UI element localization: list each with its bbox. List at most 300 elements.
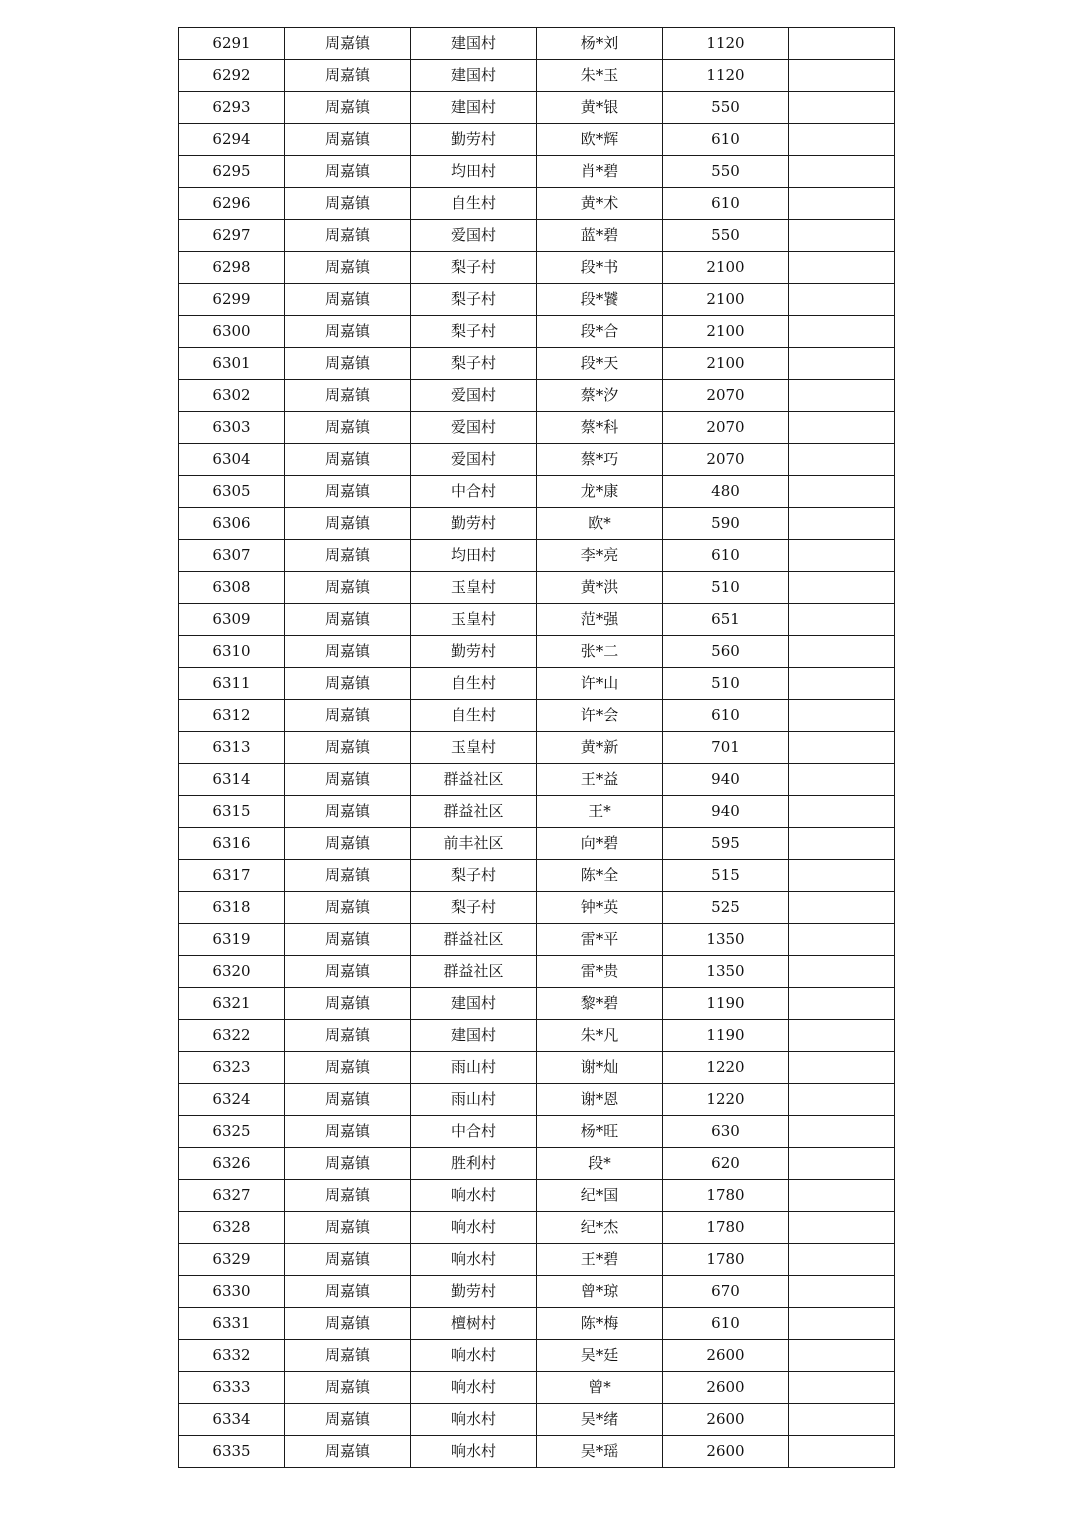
- cell-amount: 701: [663, 732, 789, 764]
- cell-town: 周嘉镇: [285, 1436, 411, 1468]
- table-row: [179, 1340, 895, 1372]
- table-row: [179, 1276, 895, 1308]
- cell-note: [789, 1052, 895, 1084]
- cell-name: 蔡*科: [537, 412, 663, 444]
- cell-serial-number: 6297: [179, 220, 285, 252]
- cell-name: 龙*康: [537, 476, 663, 508]
- cell-serial-number: 6308: [179, 572, 285, 604]
- cell-name: 杨*刘: [537, 28, 663, 60]
- table-row: [179, 988, 895, 1020]
- cell-note: [789, 156, 895, 188]
- cell-amount: 2100: [663, 252, 789, 284]
- table-row: [179, 188, 895, 220]
- cell-serial-number: 6305: [179, 476, 285, 508]
- cell-village: 爱国村: [411, 220, 537, 252]
- cell-amount: 550: [663, 92, 789, 124]
- cell-note: [789, 1212, 895, 1244]
- cell-name: 段*: [537, 1148, 663, 1180]
- cell-serial-number: 6292: [179, 60, 285, 92]
- cell-name: 朱*凡: [537, 1020, 663, 1052]
- cell-note: [789, 1276, 895, 1308]
- cell-amount: 2600: [663, 1436, 789, 1468]
- cell-town: 周嘉镇: [285, 1084, 411, 1116]
- cell-village: 胜利村: [411, 1148, 537, 1180]
- cell-village: 梨子村: [411, 284, 537, 316]
- table-row: [179, 572, 895, 604]
- cell-village: 建国村: [411, 28, 537, 60]
- cell-town: 周嘉镇: [285, 860, 411, 892]
- cell-town: 周嘉镇: [285, 636, 411, 668]
- cell-town: 周嘉镇: [285, 700, 411, 732]
- cell-amount: 590: [663, 508, 789, 540]
- cell-name: 范*强: [537, 604, 663, 636]
- cell-note: [789, 1436, 895, 1468]
- cell-town: 周嘉镇: [285, 1148, 411, 1180]
- cell-name: 黎*碧: [537, 988, 663, 1020]
- cell-name: 蔡*巧: [537, 444, 663, 476]
- cell-town: 周嘉镇: [285, 572, 411, 604]
- cell-village: 玉皇村: [411, 732, 537, 764]
- cell-town: 周嘉镇: [285, 156, 411, 188]
- cell-village: 建国村: [411, 988, 537, 1020]
- cell-town: 周嘉镇: [285, 1404, 411, 1436]
- cell-village: 梨子村: [411, 252, 537, 284]
- cell-serial-number: 6298: [179, 252, 285, 284]
- cell-note: [789, 924, 895, 956]
- cell-amount: 1780: [663, 1180, 789, 1212]
- cell-town: 周嘉镇: [285, 476, 411, 508]
- cell-name: 向*碧: [537, 828, 663, 860]
- cell-amount: 2070: [663, 380, 789, 412]
- table-row: [179, 124, 895, 156]
- table-row: [179, 1116, 895, 1148]
- cell-village: 前丰社区: [411, 828, 537, 860]
- cell-serial-number: 6327: [179, 1180, 285, 1212]
- cell-village: 响水村: [411, 1372, 537, 1404]
- cell-note: [789, 860, 895, 892]
- table-row: [179, 732, 895, 764]
- cell-note: [789, 668, 895, 700]
- table-row: [179, 348, 895, 380]
- cell-serial-number: 6291: [179, 28, 285, 60]
- cell-village: 雨山村: [411, 1052, 537, 1084]
- cell-town: 周嘉镇: [285, 1372, 411, 1404]
- cell-town: 周嘉镇: [285, 1276, 411, 1308]
- table-row: [179, 60, 895, 92]
- cell-village: 梨子村: [411, 892, 537, 924]
- cell-note: [789, 508, 895, 540]
- cell-note: [789, 956, 895, 988]
- cell-village: 建国村: [411, 60, 537, 92]
- cell-name: 曾*: [537, 1372, 663, 1404]
- cell-village: 均田村: [411, 540, 537, 572]
- table-row: [179, 1436, 895, 1468]
- table-row: [179, 1020, 895, 1052]
- cell-serial-number: 6296: [179, 188, 285, 220]
- cell-note: [789, 444, 895, 476]
- cell-serial-number: 6328: [179, 1212, 285, 1244]
- table-row: [179, 380, 895, 412]
- cell-town: 周嘉镇: [285, 796, 411, 828]
- cell-amount: 2100: [663, 284, 789, 316]
- table-row: [179, 1212, 895, 1244]
- cell-village: 梨子村: [411, 348, 537, 380]
- cell-town: 周嘉镇: [285, 444, 411, 476]
- cell-serial-number: 6316: [179, 828, 285, 860]
- cell-village: 群益社区: [411, 924, 537, 956]
- cell-village: 勤劳村: [411, 1276, 537, 1308]
- cell-name: 陈*梅: [537, 1308, 663, 1340]
- cell-amount: 670: [663, 1276, 789, 1308]
- table-row: [179, 1148, 895, 1180]
- cell-amount: 1120: [663, 60, 789, 92]
- cell-name: 欧*: [537, 508, 663, 540]
- cell-name: 吴*绪: [537, 1404, 663, 1436]
- cell-serial-number: 6311: [179, 668, 285, 700]
- table-row: [179, 540, 895, 572]
- cell-serial-number: 6320: [179, 956, 285, 988]
- cell-serial-number: 6307: [179, 540, 285, 572]
- cell-name: 肖*碧: [537, 156, 663, 188]
- cell-village: 雨山村: [411, 1084, 537, 1116]
- table-row: [179, 1244, 895, 1276]
- cell-town: 周嘉镇: [285, 1052, 411, 1084]
- cell-name: 陈*全: [537, 860, 663, 892]
- cell-name: 王*碧: [537, 1244, 663, 1276]
- cell-note: [789, 1372, 895, 1404]
- cell-amount: 610: [663, 540, 789, 572]
- cell-amount: 2070: [663, 444, 789, 476]
- cell-note: [789, 380, 895, 412]
- cell-name: 谢*恩: [537, 1084, 663, 1116]
- cell-amount: 1220: [663, 1084, 789, 1116]
- cell-village: 爱国村: [411, 444, 537, 476]
- cell-serial-number: 6319: [179, 924, 285, 956]
- cell-serial-number: 6309: [179, 604, 285, 636]
- table-row: [179, 828, 895, 860]
- table-row: [179, 412, 895, 444]
- cell-note: [789, 796, 895, 828]
- cell-village: 玉皇村: [411, 572, 537, 604]
- cell-village: 玉皇村: [411, 604, 537, 636]
- table-row: [179, 796, 895, 828]
- cell-town: 周嘉镇: [285, 28, 411, 60]
- cell-name: 纪*杰: [537, 1212, 663, 1244]
- cell-serial-number: 6335: [179, 1436, 285, 1468]
- cell-amount: 940: [663, 764, 789, 796]
- cell-name: 李*亮: [537, 540, 663, 572]
- cell-serial-number: 6310: [179, 636, 285, 668]
- table-row: [179, 284, 895, 316]
- cell-village: 梨子村: [411, 860, 537, 892]
- table-row: [179, 1180, 895, 1212]
- cell-village: 自生村: [411, 668, 537, 700]
- cell-name: 黄*银: [537, 92, 663, 124]
- cell-note: [789, 700, 895, 732]
- cell-town: 周嘉镇: [285, 828, 411, 860]
- cell-name: 欧*辉: [537, 124, 663, 156]
- cell-note: [789, 1180, 895, 1212]
- cell-name: 雷*贵: [537, 956, 663, 988]
- table-row: [179, 476, 895, 508]
- table-row: [179, 444, 895, 476]
- cell-amount: 2100: [663, 348, 789, 380]
- cell-village: 响水村: [411, 1436, 537, 1468]
- cell-name: 谢*灿: [537, 1052, 663, 1084]
- cell-amount: 1190: [663, 1020, 789, 1052]
- table-row: [179, 508, 895, 540]
- table-row: [179, 1308, 895, 1340]
- cell-amount: 2600: [663, 1340, 789, 1372]
- table-row: [179, 1372, 895, 1404]
- cell-name: 许*山: [537, 668, 663, 700]
- cell-name: 王*: [537, 796, 663, 828]
- cell-name: 段*天: [537, 348, 663, 380]
- cell-village: 梨子村: [411, 316, 537, 348]
- cell-serial-number: 6330: [179, 1276, 285, 1308]
- cell-village: 檀树村: [411, 1308, 537, 1340]
- table-row: [179, 156, 895, 188]
- cell-town: 周嘉镇: [285, 1212, 411, 1244]
- cell-town: 周嘉镇: [285, 60, 411, 92]
- cell-name: 王*益: [537, 764, 663, 796]
- cell-town: 周嘉镇: [285, 1244, 411, 1276]
- cell-amount: 510: [663, 572, 789, 604]
- cell-note: [789, 1404, 895, 1436]
- cell-serial-number: 6324: [179, 1084, 285, 1116]
- table-row: [179, 220, 895, 252]
- cell-village: 爱国村: [411, 380, 537, 412]
- cell-village: 中合村: [411, 1116, 537, 1148]
- cell-village: 自生村: [411, 700, 537, 732]
- cell-serial-number: 6312: [179, 700, 285, 732]
- cell-name: 黄*新: [537, 732, 663, 764]
- cell-amount: 620: [663, 1148, 789, 1180]
- cell-town: 周嘉镇: [285, 540, 411, 572]
- cell-serial-number: 6301: [179, 348, 285, 380]
- cell-name: 曾*琼: [537, 1276, 663, 1308]
- cell-name: 杨*旺: [537, 1116, 663, 1148]
- cell-serial-number: 6299: [179, 284, 285, 316]
- cell-town: 周嘉镇: [285, 924, 411, 956]
- cell-note: [789, 284, 895, 316]
- cell-town: 周嘉镇: [285, 508, 411, 540]
- cell-amount: 610: [663, 124, 789, 156]
- cell-town: 周嘉镇: [285, 124, 411, 156]
- cell-village: 群益社区: [411, 764, 537, 796]
- cell-town: 周嘉镇: [285, 604, 411, 636]
- table-row: [179, 860, 895, 892]
- cell-serial-number: 6302: [179, 380, 285, 412]
- table-row: [179, 316, 895, 348]
- cell-town: 周嘉镇: [285, 988, 411, 1020]
- cell-village: 勤劳村: [411, 508, 537, 540]
- cell-amount: 1220: [663, 1052, 789, 1084]
- cell-serial-number: 6293: [179, 92, 285, 124]
- cell-note: [789, 124, 895, 156]
- table-row: [179, 924, 895, 956]
- cell-amount: 630: [663, 1116, 789, 1148]
- cell-note: [789, 1148, 895, 1180]
- cell-name: 吴*廷: [537, 1340, 663, 1372]
- table-row: [179, 92, 895, 124]
- cell-village: 爱国村: [411, 412, 537, 444]
- cell-village: 响水村: [411, 1244, 537, 1276]
- cell-town: 周嘉镇: [285, 764, 411, 796]
- cell-town: 周嘉镇: [285, 892, 411, 924]
- cell-note: [789, 1340, 895, 1372]
- cell-name: 黄*术: [537, 188, 663, 220]
- cell-note: [789, 60, 895, 92]
- cell-name: 纪*国: [537, 1180, 663, 1212]
- cell-amount: 651: [663, 604, 789, 636]
- cell-village: 自生村: [411, 188, 537, 220]
- table-row: [179, 1052, 895, 1084]
- cell-name: 蔡*汐: [537, 380, 663, 412]
- cell-amount: 1350: [663, 924, 789, 956]
- cell-name: 段*饕: [537, 284, 663, 316]
- cell-town: 周嘉镇: [285, 732, 411, 764]
- cell-village: 响水村: [411, 1340, 537, 1372]
- table-row: [179, 700, 895, 732]
- cell-town: 周嘉镇: [285, 1116, 411, 1148]
- cell-serial-number: 6322: [179, 1020, 285, 1052]
- cell-name: 钟*英: [537, 892, 663, 924]
- cell-note: [789, 476, 895, 508]
- cell-note: [789, 348, 895, 380]
- cell-village: 响水村: [411, 1404, 537, 1436]
- cell-village: 勤劳村: [411, 636, 537, 668]
- cell-name: 吴*瑶: [537, 1436, 663, 1468]
- cell-village: 中合村: [411, 476, 537, 508]
- cell-serial-number: 6334: [179, 1404, 285, 1436]
- cell-name: 蓝*碧: [537, 220, 663, 252]
- table-row: [179, 1084, 895, 1116]
- table-row: [179, 604, 895, 636]
- cell-town: 周嘉镇: [285, 188, 411, 220]
- cell-note: [789, 636, 895, 668]
- cell-serial-number: 6333: [179, 1372, 285, 1404]
- cell-town: 周嘉镇: [285, 1020, 411, 1052]
- cell-serial-number: 6306: [179, 508, 285, 540]
- table-row: [179, 252, 895, 284]
- cell-amount: 1350: [663, 956, 789, 988]
- cell-serial-number: 6300: [179, 316, 285, 348]
- cell-amount: 940: [663, 796, 789, 828]
- cell-note: [789, 316, 895, 348]
- cell-serial-number: 6325: [179, 1116, 285, 1148]
- cell-village: 群益社区: [411, 796, 537, 828]
- cell-village: 建国村: [411, 92, 537, 124]
- cell-village: 群益社区: [411, 956, 537, 988]
- cell-serial-number: 6313: [179, 732, 285, 764]
- cell-amount: 550: [663, 156, 789, 188]
- cell-amount: 480: [663, 476, 789, 508]
- cell-town: 周嘉镇: [285, 92, 411, 124]
- cell-note: [789, 412, 895, 444]
- cell-village: 响水村: [411, 1180, 537, 1212]
- cell-amount: 515: [663, 860, 789, 892]
- cell-village: 建国村: [411, 1020, 537, 1052]
- cell-name: 段*合: [537, 316, 663, 348]
- cell-amount: 2100: [663, 316, 789, 348]
- cell-serial-number: 6318: [179, 892, 285, 924]
- cell-serial-number: 6331: [179, 1308, 285, 1340]
- cell-note: [789, 1084, 895, 1116]
- table-row: [179, 892, 895, 924]
- table-row: [179, 636, 895, 668]
- cell-town: 周嘉镇: [285, 348, 411, 380]
- cell-amount: 2600: [663, 1372, 789, 1404]
- cell-town: 周嘉镇: [285, 252, 411, 284]
- cell-name: 雷*平: [537, 924, 663, 956]
- cell-note: [789, 188, 895, 220]
- cell-amount: 560: [663, 636, 789, 668]
- cell-note: [789, 828, 895, 860]
- cell-serial-number: 6321: [179, 988, 285, 1020]
- cell-note: [789, 28, 895, 60]
- cell-serial-number: 6326: [179, 1148, 285, 1180]
- cell-note: [789, 1116, 895, 1148]
- cell-town: 周嘉镇: [285, 380, 411, 412]
- table-row: [179, 764, 895, 796]
- cell-name: 段*书: [537, 252, 663, 284]
- cell-village: 响水村: [411, 1212, 537, 1244]
- cell-amount: 610: [663, 1308, 789, 1340]
- cell-note: [789, 988, 895, 1020]
- cell-serial-number: 6323: [179, 1052, 285, 1084]
- cell-serial-number: 6303: [179, 412, 285, 444]
- cell-serial-number: 6294: [179, 124, 285, 156]
- cell-serial-number: 6314: [179, 764, 285, 796]
- cell-amount: 1780: [663, 1212, 789, 1244]
- cell-village: 均田村: [411, 156, 537, 188]
- cell-note: [789, 92, 895, 124]
- cell-amount: 1780: [663, 1244, 789, 1276]
- cell-serial-number: 6329: [179, 1244, 285, 1276]
- cell-note: [789, 252, 895, 284]
- cell-amount: 550: [663, 220, 789, 252]
- cell-name: 许*会: [537, 700, 663, 732]
- cell-town: 周嘉镇: [285, 1308, 411, 1340]
- cell-amount: 1120: [663, 28, 789, 60]
- cell-note: [789, 1244, 895, 1276]
- cell-note: [789, 764, 895, 796]
- cell-amount: 1190: [663, 988, 789, 1020]
- cell-amount: 525: [663, 892, 789, 924]
- cell-note: [789, 220, 895, 252]
- table-row: [179, 1404, 895, 1436]
- table-row: [179, 28, 895, 60]
- cell-note: [789, 572, 895, 604]
- table-row: [179, 956, 895, 988]
- cell-note: [789, 540, 895, 572]
- cell-serial-number: 6295: [179, 156, 285, 188]
- cell-town: 周嘉镇: [285, 412, 411, 444]
- cell-amount: 2070: [663, 412, 789, 444]
- cell-name: 张*二: [537, 636, 663, 668]
- cell-name: 黄*洪: [537, 572, 663, 604]
- cell-serial-number: 6315: [179, 796, 285, 828]
- cell-amount: 595: [663, 828, 789, 860]
- roster-table: [178, 27, 895, 1468]
- cell-amount: 2600: [663, 1404, 789, 1436]
- roster-table-body: [179, 28, 895, 1468]
- cell-note: [789, 1020, 895, 1052]
- cell-town: 周嘉镇: [285, 1340, 411, 1372]
- cell-town: 周嘉镇: [285, 284, 411, 316]
- cell-town: 周嘉镇: [285, 956, 411, 988]
